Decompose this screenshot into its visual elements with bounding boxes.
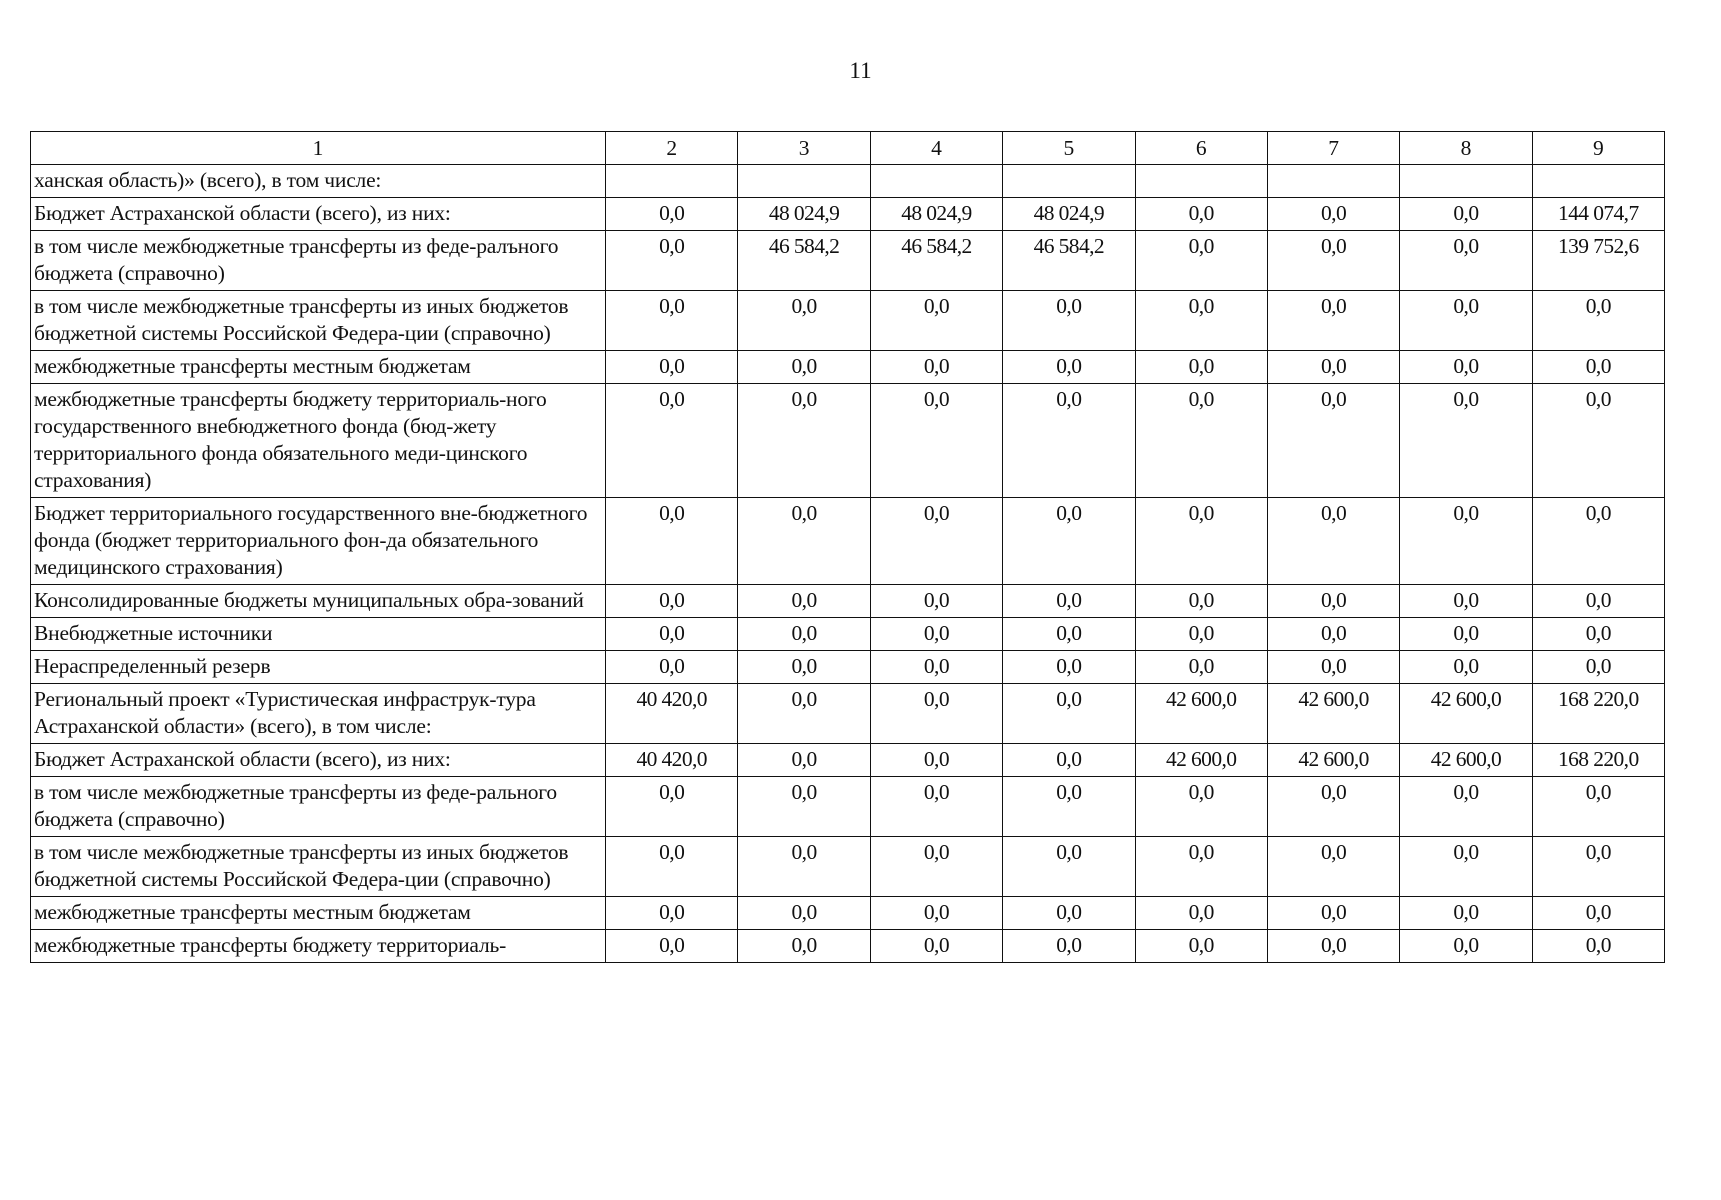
column-header: 3 bbox=[738, 132, 870, 165]
value-cell: 0,0 bbox=[1267, 930, 1399, 963]
value-cell bbox=[1532, 165, 1664, 198]
value-cell: 0,0 bbox=[606, 930, 738, 963]
value-cell: 0,0 bbox=[606, 837, 738, 897]
value-cell: 42 600,0 bbox=[1267, 684, 1399, 744]
value-cell: 0,0 bbox=[1003, 498, 1135, 585]
row-label: в том числе межбюджетные трансферты из феде-рального бюджета (справочно) bbox=[31, 777, 606, 837]
value-cell: 0,0 bbox=[738, 777, 870, 837]
value-cell: 0,0 bbox=[1267, 777, 1399, 837]
table-row bbox=[31, 651, 1665, 684]
column-header: 6 bbox=[1135, 132, 1267, 165]
value-cell: 0,0 bbox=[606, 198, 738, 231]
table-row bbox=[31, 618, 1665, 651]
value-cell: 0,0 bbox=[1135, 231, 1267, 291]
value-cell: 0,0 bbox=[1400, 651, 1532, 684]
value-cell: 0,0 bbox=[870, 384, 1002, 498]
value-cell: 0,0 bbox=[1400, 291, 1532, 351]
column-header: 2 bbox=[606, 132, 738, 165]
row-label: Консолидированные бюджеты муниципальных обра-зований bbox=[31, 585, 606, 618]
value-cell: 46 584,2 bbox=[738, 231, 870, 291]
value-cell: 0,0 bbox=[738, 837, 870, 897]
row-label: Региональный проект «Туристическая инфраструк-тура Астраханской области» (всего), в том числе: bbox=[31, 684, 606, 744]
value-cell bbox=[1003, 165, 1135, 198]
value-cell: 0,0 bbox=[1400, 777, 1532, 837]
value-cell: 0,0 bbox=[1003, 837, 1135, 897]
value-cell: 46 584,2 bbox=[1003, 231, 1135, 291]
value-cell bbox=[1400, 165, 1532, 198]
table-row bbox=[31, 198, 1665, 231]
value-cell: 0,0 bbox=[870, 684, 1002, 744]
value-cell: 0,0 bbox=[1532, 291, 1664, 351]
value-cell: 0,0 bbox=[1003, 618, 1135, 651]
value-cell: 0,0 bbox=[870, 651, 1002, 684]
value-cell: 0,0 bbox=[1135, 291, 1267, 351]
column-header: 7 bbox=[1267, 132, 1399, 165]
value-cell: 0,0 bbox=[1135, 585, 1267, 618]
value-cell: 0,0 bbox=[606, 231, 738, 291]
value-cell: 0,0 bbox=[738, 618, 870, 651]
value-cell: 0,0 bbox=[870, 837, 1002, 897]
value-cell: 0,0 bbox=[1400, 837, 1532, 897]
value-cell bbox=[738, 165, 870, 198]
value-cell: 0,0 bbox=[606, 498, 738, 585]
value-cell: 0,0 bbox=[606, 651, 738, 684]
value-cell: 42 600,0 bbox=[1135, 744, 1267, 777]
value-cell: 0,0 bbox=[1003, 585, 1135, 618]
table-row bbox=[31, 744, 1665, 777]
value-cell: 0,0 bbox=[1532, 618, 1664, 651]
value-cell: 0,0 bbox=[1135, 198, 1267, 231]
table-row bbox=[31, 231, 1665, 291]
column-header: 8 bbox=[1400, 132, 1532, 165]
value-cell: 0,0 bbox=[1400, 231, 1532, 291]
column-header: 4 bbox=[870, 132, 1002, 165]
value-cell: 0,0 bbox=[738, 351, 870, 384]
value-cell: 0,0 bbox=[1003, 930, 1135, 963]
table-row bbox=[31, 777, 1665, 837]
value-cell: 0,0 bbox=[606, 351, 738, 384]
value-cell: 0,0 bbox=[1003, 384, 1135, 498]
value-cell: 0,0 bbox=[1267, 837, 1399, 897]
value-cell: 0,0 bbox=[870, 291, 1002, 351]
value-cell: 0,0 bbox=[870, 744, 1002, 777]
value-cell: 144 074,7 bbox=[1532, 198, 1664, 231]
value-cell: 0,0 bbox=[1267, 198, 1399, 231]
row-label: в том числе межбюджетные трансферты из феде-ралъного бюджета (справочно) bbox=[31, 231, 606, 291]
column-header: 1 bbox=[31, 132, 606, 165]
value-cell: 0,0 bbox=[1532, 351, 1664, 384]
value-cell: 0,0 bbox=[1532, 930, 1664, 963]
value-cell: 0,0 bbox=[1135, 498, 1267, 585]
value-cell: 46 584,2 bbox=[870, 231, 1002, 291]
row-label: Бюджет Астраханской области (всего), из них: bbox=[31, 744, 606, 777]
table-row bbox=[31, 585, 1665, 618]
table-body bbox=[31, 165, 1665, 963]
value-cell: 0,0 bbox=[1003, 684, 1135, 744]
value-cell: 0,0 bbox=[1400, 351, 1532, 384]
value-cell: 0,0 bbox=[1003, 351, 1135, 384]
value-cell: 48 024,9 bbox=[870, 198, 1002, 231]
value-cell: 0,0 bbox=[1135, 618, 1267, 651]
value-cell: 0,0 bbox=[1003, 651, 1135, 684]
value-cell: 0,0 bbox=[1400, 384, 1532, 498]
column-header: 9 bbox=[1532, 132, 1664, 165]
value-cell: 0,0 bbox=[1135, 777, 1267, 837]
value-cell: 0,0 bbox=[1400, 198, 1532, 231]
value-cell: 0,0 bbox=[1135, 651, 1267, 684]
row-label: Бюджет Астраханской области (всего), из них: bbox=[31, 198, 606, 231]
value-cell bbox=[1135, 165, 1267, 198]
row-label: межбюджетные трансферты местным бюджетам bbox=[31, 897, 606, 930]
value-cell: 0,0 bbox=[1267, 585, 1399, 618]
row-label: Бюджет территориального государственного вне-бюджетного фонда (бюджет территориального фон-да обязательного медицинского страхования) bbox=[31, 498, 606, 585]
value-cell: 0,0 bbox=[1267, 651, 1399, 684]
value-cell: 0,0 bbox=[606, 618, 738, 651]
value-cell: 0,0 bbox=[1400, 897, 1532, 930]
value-cell: 0,0 bbox=[1532, 498, 1664, 585]
value-cell: 0,0 bbox=[1003, 744, 1135, 777]
value-cell: 0,0 bbox=[1400, 618, 1532, 651]
value-cell: 0,0 bbox=[1135, 837, 1267, 897]
value-cell: 0,0 bbox=[1135, 897, 1267, 930]
value-cell: 0,0 bbox=[870, 897, 1002, 930]
value-cell: 0,0 bbox=[1267, 291, 1399, 351]
table-row bbox=[31, 165, 1665, 198]
value-cell: 0,0 bbox=[1532, 837, 1664, 897]
value-cell: 42 600,0 bbox=[1135, 684, 1267, 744]
row-label: в том числе межбюджетные трансферты из иных бюджетов бюджетной системы Российской Федера-ции (справочно) bbox=[31, 291, 606, 351]
table-row bbox=[31, 384, 1665, 498]
value-cell: 0,0 bbox=[870, 498, 1002, 585]
value-cell: 168 220,0 bbox=[1532, 684, 1664, 744]
value-cell: 42 600,0 bbox=[1400, 744, 1532, 777]
value-cell: 48 024,9 bbox=[1003, 198, 1135, 231]
table-row bbox=[31, 930, 1665, 963]
value-cell: 0,0 bbox=[870, 930, 1002, 963]
value-cell: 0,0 bbox=[1400, 585, 1532, 618]
value-cell: 0,0 bbox=[738, 930, 870, 963]
value-cell bbox=[606, 165, 738, 198]
value-cell: 0,0 bbox=[1532, 585, 1664, 618]
value-cell: 40 420,0 bbox=[606, 684, 738, 744]
value-cell: 0,0 bbox=[1400, 930, 1532, 963]
value-cell: 0,0 bbox=[606, 384, 738, 498]
value-cell bbox=[870, 165, 1002, 198]
row-label: межбюджетные трансферты бюджету территориаль- bbox=[31, 930, 606, 963]
value-cell: 0,0 bbox=[606, 291, 738, 351]
row-label: межбюджетные трансферты местным бюджетам bbox=[31, 351, 606, 384]
value-cell: 0,0 bbox=[1003, 777, 1135, 837]
value-cell: 0,0 bbox=[1267, 618, 1399, 651]
table-row bbox=[31, 897, 1665, 930]
value-cell: 0,0 bbox=[1532, 897, 1664, 930]
table-row bbox=[31, 684, 1665, 744]
page-number: 11 bbox=[849, 58, 872, 83]
value-cell: 42 600,0 bbox=[1400, 684, 1532, 744]
value-cell: 0,0 bbox=[738, 744, 870, 777]
table-row bbox=[31, 837, 1665, 897]
value-cell: 0,0 bbox=[606, 897, 738, 930]
value-cell: 0,0 bbox=[870, 618, 1002, 651]
value-cell: 0,0 bbox=[1135, 930, 1267, 963]
row-label: Внебюджетные источники bbox=[31, 618, 606, 651]
value-cell: 0,0 bbox=[1400, 498, 1532, 585]
value-cell: 0,0 bbox=[1135, 351, 1267, 384]
table-row bbox=[31, 351, 1665, 384]
value-cell: 0,0 bbox=[1003, 897, 1135, 930]
value-cell: 0,0 bbox=[738, 384, 870, 498]
value-cell: 0,0 bbox=[1135, 384, 1267, 498]
value-cell: 0,0 bbox=[1267, 384, 1399, 498]
value-cell: 0,0 bbox=[1267, 231, 1399, 291]
value-cell: 0,0 bbox=[1532, 777, 1664, 837]
row-label: ханская область)» (всего), в том числе: bbox=[31, 165, 606, 198]
value-cell: 0,0 bbox=[738, 291, 870, 351]
value-cell: 0,0 bbox=[1267, 498, 1399, 585]
row-label: межбюджетные трансферты бюджету территориаль-ного государственного внебюджетного фонда (бюд-жету территориального фонда обязательного меди-цинского страхования) bbox=[31, 384, 606, 498]
row-label: в том числе межбюджетные трансферты из иных бюджетов бюджетной системы Российской Федера-ции (справочно) bbox=[31, 837, 606, 897]
value-cell: 0,0 bbox=[870, 777, 1002, 837]
budget-table bbox=[30, 131, 1665, 963]
value-cell: 0,0 bbox=[606, 777, 738, 837]
value-cell: 0,0 bbox=[1267, 897, 1399, 930]
value-cell: 0,0 bbox=[738, 651, 870, 684]
value-cell: 40 420,0 bbox=[606, 744, 738, 777]
value-cell: 0,0 bbox=[606, 585, 738, 618]
value-cell: 0,0 bbox=[738, 498, 870, 585]
value-cell bbox=[1267, 165, 1399, 198]
value-cell: 0,0 bbox=[738, 897, 870, 930]
header-row bbox=[31, 132, 1665, 165]
value-cell: 0,0 bbox=[1532, 384, 1664, 498]
value-cell: 0,0 bbox=[738, 684, 870, 744]
value-cell: 0,0 bbox=[870, 585, 1002, 618]
value-cell: 42 600,0 bbox=[1267, 744, 1399, 777]
table-row bbox=[31, 291, 1665, 351]
value-cell: 0,0 bbox=[1532, 651, 1664, 684]
column-header: 5 bbox=[1003, 132, 1135, 165]
value-cell: 139 752,6 bbox=[1532, 231, 1664, 291]
value-cell: 0,0 bbox=[738, 585, 870, 618]
row-label: Нераспределенный резерв bbox=[31, 651, 606, 684]
value-cell: 0,0 bbox=[1267, 351, 1399, 384]
value-cell: 0,0 bbox=[870, 351, 1002, 384]
value-cell: 168 220,0 bbox=[1532, 744, 1664, 777]
value-cell: 48 024,9 bbox=[738, 198, 870, 231]
table-row bbox=[31, 498, 1665, 585]
value-cell: 0,0 bbox=[1003, 291, 1135, 351]
